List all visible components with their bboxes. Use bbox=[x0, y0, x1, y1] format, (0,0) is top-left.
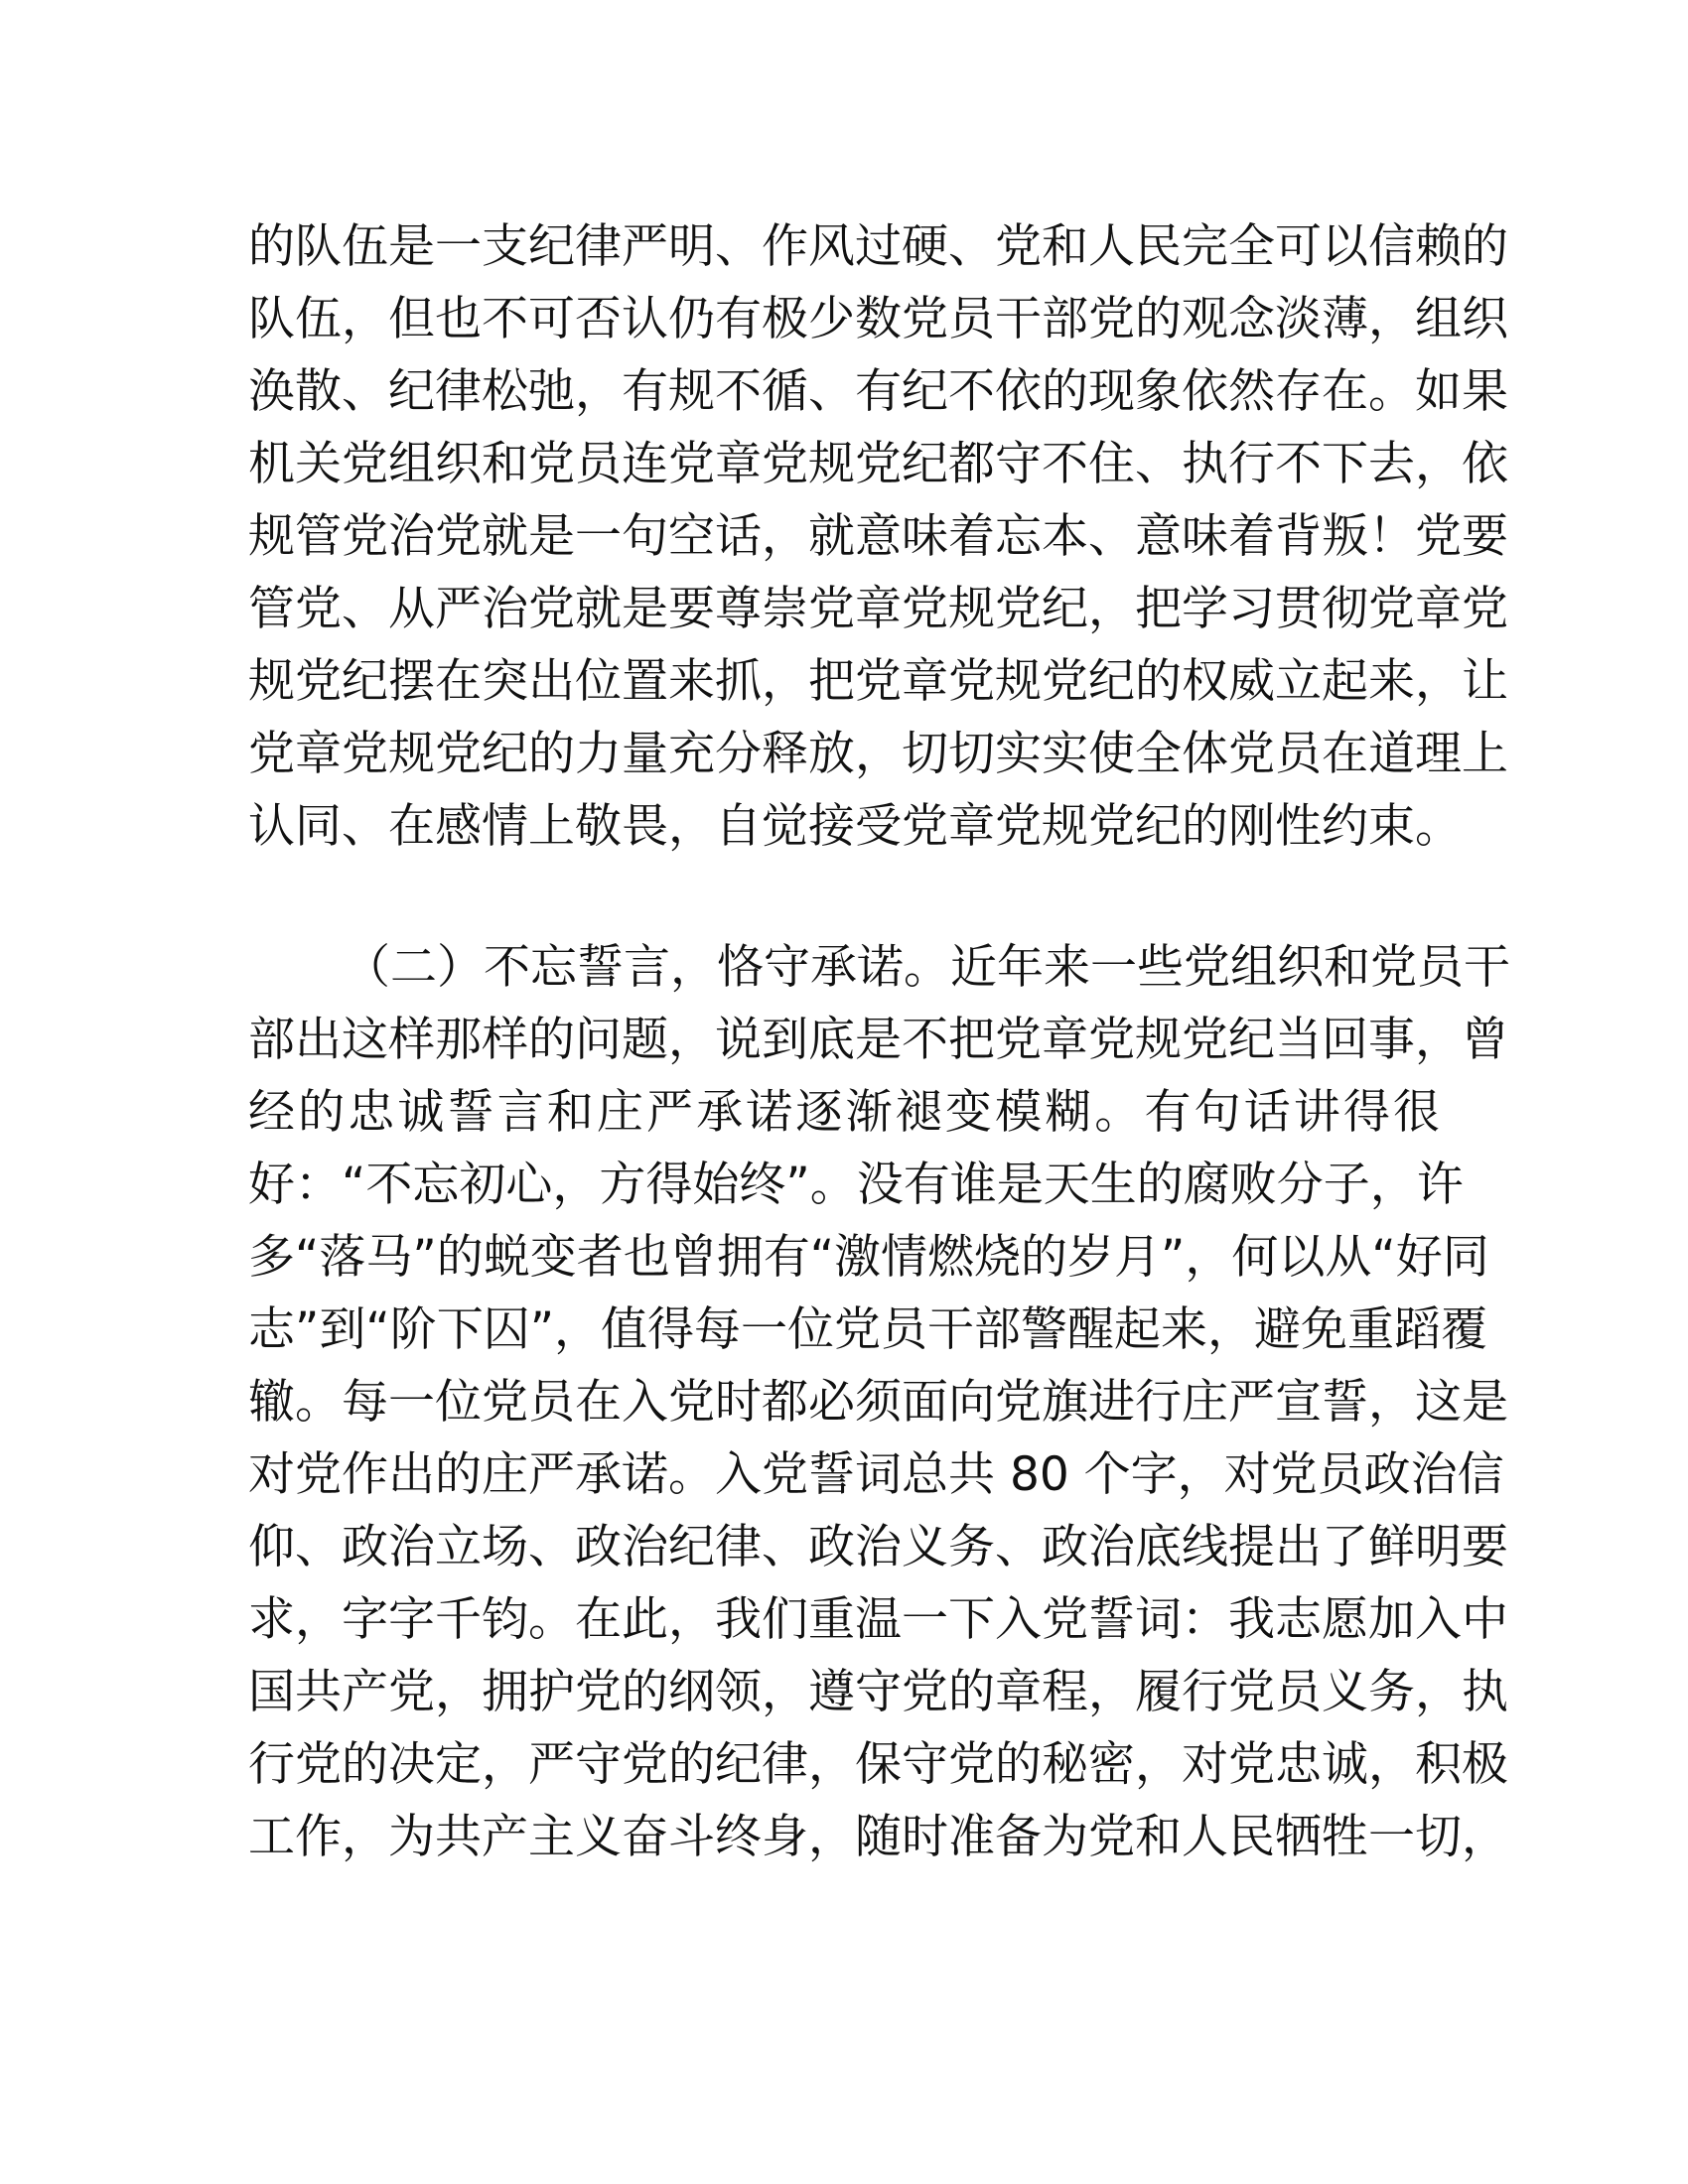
text-line: 的队伍是一支纪律严明、作风过硬、党和人民完全可以信赖的 bbox=[248, 219, 1508, 274]
text-line: 涣散、纪律松弛，有规不循、有纪不依的现象依然存在。如果 bbox=[248, 364, 1508, 419]
text-line: 工作，为共产主义奋斗终身，随时准备为党和人民牺牲一切， bbox=[248, 1810, 1508, 1864]
paragraph-continuation bbox=[248, 210, 1508, 863]
text-line: 队伍，但也不可否认仍有极少数党员干部党的观念淡薄，组织 bbox=[248, 292, 1508, 346]
text-line: 国共产党，拥护党的纲领，遵守党的章程，履行党员义务，执 bbox=[248, 1665, 1508, 1719]
paragraph-section-two bbox=[248, 931, 1510, 1873]
text-line: 规管党治党就是一句空话，就意味着忘本、意味着背叛！党要 bbox=[248, 509, 1508, 564]
text-line: 求，字字千钧。在此，我们重温一下入党誓词：我志愿加入中 bbox=[248, 1592, 1508, 1647]
text-line: 对党作出的庄严承诺。入党誓词总共 80 个字，对党员政治信 bbox=[248, 1447, 1504, 1502]
text-line: 经的忠诚誓言和庄严承诺逐渐褪变模糊。有句话讲得很 bbox=[248, 1085, 1440, 1140]
text-line: 多“落马”的蜕变者也曾拥有“激情燃烧的岁月”，何以从“好同 bbox=[248, 1230, 1489, 1285]
text-line: 行党的决定，严守党的纪律，保守党的秘密，对党忠诚，积极 bbox=[248, 1737, 1508, 1792]
text-line: 部出这样那样的问题，说到底是不把党章党规党纪当回事，曾 bbox=[248, 1013, 1508, 1067]
text-line: 好：“不忘初心，方得始终”。没有谁是天生的腐败分子，许 bbox=[248, 1158, 1464, 1212]
text-line: 党章党规党纪的力量充分释放，切切实实使全体党员在道理上 bbox=[248, 727, 1508, 781]
text-line: 仰、政治立场、政治纪律、政治义务、政治底线提出了鲜明要 bbox=[248, 1520, 1508, 1574]
text-line: 管党、从严治党就是要尊崇党章党规党纪，把学习贯彻党章党 bbox=[248, 582, 1508, 636]
section-heading-line: （二）不忘誓言，恪守承诺。近年来一些党组织和党员干 bbox=[344, 940, 1510, 995]
text-line: 辙。每一位党员在入党时都必须面向党旗进行庄严宣誓，这是 bbox=[248, 1375, 1508, 1430]
text-line: 规党纪摆在突出位置来抓，把党章党规党纪的权威立起来，让 bbox=[248, 654, 1508, 709]
text-line: 机关党组织和党员连党章党规党纪都守不住、执行不下去，依 bbox=[248, 437, 1508, 491]
text-line: 志”到“阶下囚”，值得每一位党员干部警醒起来，避免重蹈覆 bbox=[248, 1302, 1488, 1357]
text-line: 认同、在感情上敬畏，自觉接受党章党规党纪的刚性约束。 bbox=[248, 799, 1462, 854]
